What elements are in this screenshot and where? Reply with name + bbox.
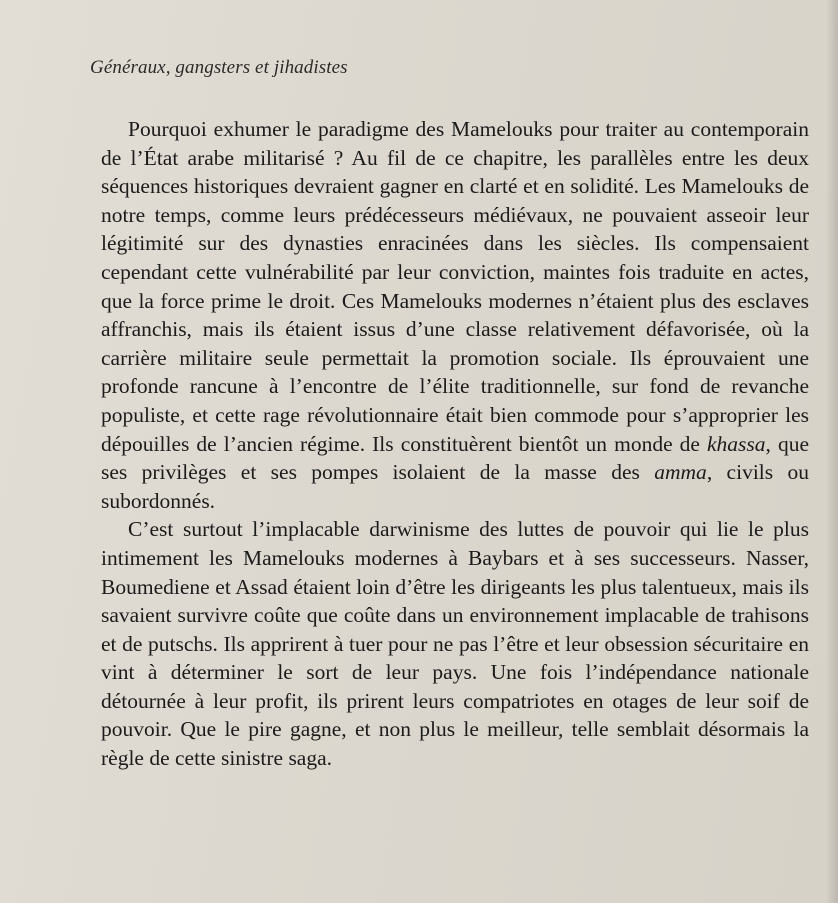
paragraph-1-text: , que ses privilèges et ses pompes isolaient de la masse des: [101, 431, 809, 485]
paragraph-1: [101, 115, 809, 515]
term-khassa: khassa: [707, 431, 766, 456]
page-edge-shadow: [826, 0, 838, 903]
paragraph-2-text: C’est surtout l’implacable darwinisme des luttes de pouvoir qui lie le plus intimement les Mamelouks modernes à Baybars et à ses successeurs. Nasser, Boumediene et Assad étaient loin d’être les dirigeants les plus talentueux, mais ils savaient survivre coûte que coûte dans un environnement implacable de trahisons et de putschs. Ils apprirent à tuer pour ne pas l’être et leur obsession sécuritaire en vint à déterminer le sort de leur pays. Une fois l’indépendance nationale détournée à leur profit, ils prirent leurs compatriotes en otages de leur soif de pouvoir. Que le pire gagne, et non plus le meilleur, telle semblait désormais la règle de cette sinistre saga.: [101, 517, 809, 771]
term-amma: amma: [654, 460, 707, 485]
running-head: Généraux, gangsters et jihadistes: [90, 57, 348, 78]
paragraph-1-text: , civils ou subordonnés.: [101, 460, 809, 513]
paragraph-2: [101, 515, 809, 772]
paragraph-1-text: Pourquoi exhumer le paradigme des Mamelouks pour traiter au contemporain de l’État arabe militarisé ? Au fil de ce chapitre, les parallèles entre les deux séquences historiques devraient gagner en clarté et en solidité. Les Mamelouks de notre temps, comme leurs prédécesseurs médiévaux, ne pouvaient asseoir leur légitimité sur des dynasties enracinées dans les siècles. Ils compensaient cependant cette vulnérabilité par leur conviction, maintes fois traduite en actes, que la force prime le droit. Ces Mamelouks modernes n’étaient plus des esclaves affranchis, mais ils étaient issus d’une classe relativement défavorisée, où la carrière militaire seule permettait la promotion sociale. Ils éprouvaient une profonde rancune à l’encontre de l’élite traditionnelle, sur fond de revanche populiste, et cette rage révolutionnaire était bien commode pour s’approprier les dépouilles de l’ancien régime. Ils constituèrent bientôt un monde de: [101, 117, 809, 456]
body-text: [101, 115, 809, 773]
